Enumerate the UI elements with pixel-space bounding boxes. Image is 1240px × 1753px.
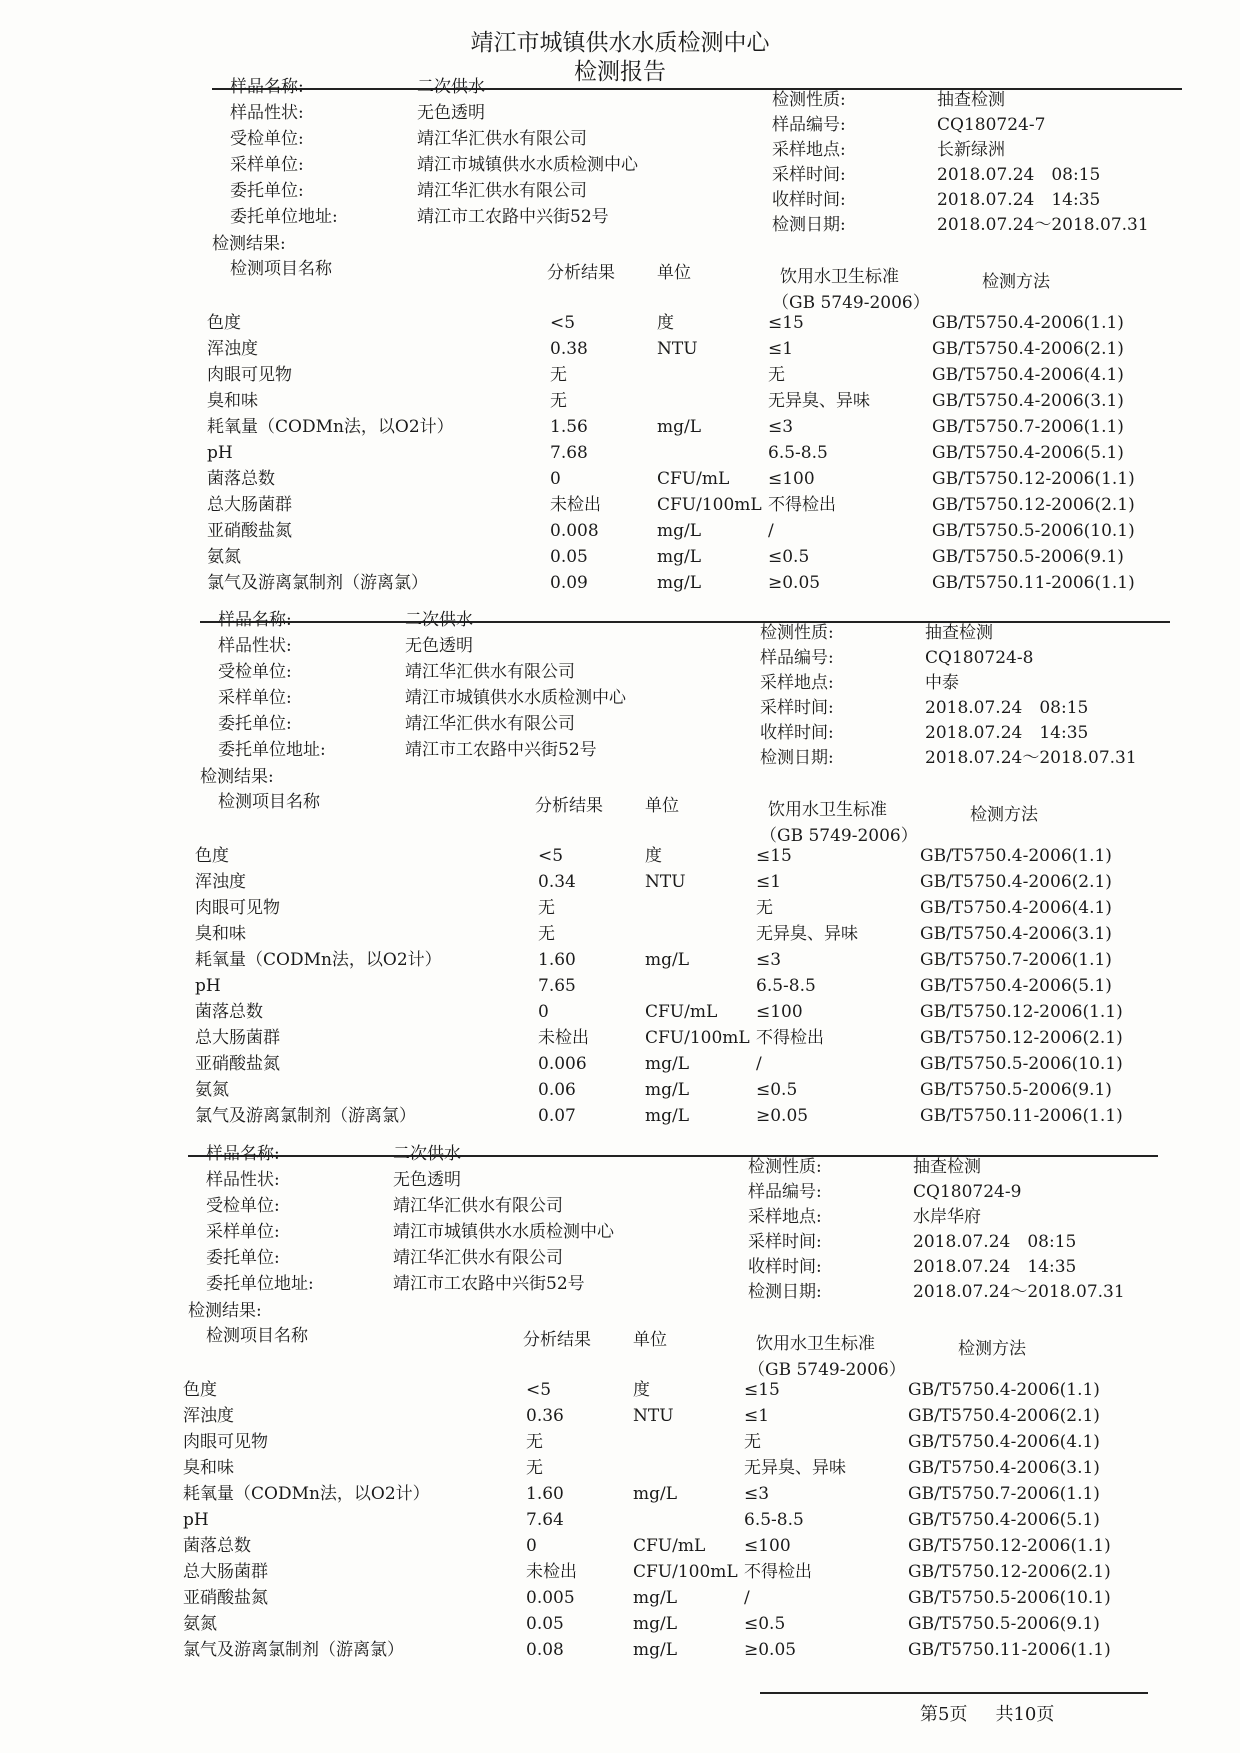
- cell-item: 菌落总数: [183, 1536, 251, 1556]
- page-number: 第5页: [920, 1704, 968, 1725]
- cell-standard: /: [756, 1054, 762, 1074]
- cell-item: 亚硝酸盐氮: [183, 1588, 268, 1608]
- value-sample-state: 无色透明: [393, 1170, 461, 1190]
- table-row: [183, 1536, 1188, 1561]
- cell-result: <5: [538, 846, 564, 866]
- cell-item: 肉眼可见物: [207, 365, 292, 385]
- cell-method: GB/T5750.4-2006(5.1): [920, 976, 1112, 996]
- cell-method: GB/T5750.7-2006(1.1): [908, 1484, 1100, 1504]
- value-sampling-time: 2018.07.24 08:15: [913, 1232, 1077, 1252]
- label-test-date: 检测日期:: [760, 748, 834, 768]
- cell-item: 总大肠菌群: [195, 1028, 280, 1048]
- table-row: [183, 1614, 1188, 1639]
- cell-item: 氯气及游离氯制剂（游离氯）: [183, 1640, 404, 1660]
- cell-method: GB/T5750.4-2006(2.1): [920, 872, 1112, 892]
- cell-standard: 无异臭、异味: [756, 924, 858, 944]
- table-row: [195, 1054, 1200, 1079]
- table-row: [195, 872, 1200, 897]
- cell-item: 耗氧量（CODMn法，以O2计）: [207, 417, 454, 437]
- label-inspected-unit: 受检单位:: [230, 129, 304, 149]
- cell-item: 氯气及游离氯制剂（游离氯）: [195, 1106, 416, 1126]
- cell-result: 未检出: [526, 1562, 577, 1582]
- cell-unit: CFU/mL: [633, 1536, 706, 1556]
- cell-method: GB/T5750.5-2006(9.1): [932, 547, 1124, 567]
- label-client: 委托单位:: [218, 714, 292, 734]
- value-sample-name: 二次供水: [393, 1144, 461, 1164]
- value-sample-no: CQ180724-9: [913, 1182, 1022, 1202]
- cell-standard: 不得检出: [756, 1028, 824, 1048]
- cell-item: 肉眼可见物: [183, 1432, 268, 1452]
- cell-result: 7.64: [526, 1510, 564, 1530]
- cell-method: GB/T5750.12-2006(2.1): [908, 1562, 1111, 1582]
- sample-section: [183, 1127, 1188, 1660]
- label-sample-state: 样品性状:: [230, 103, 304, 123]
- value-sample-no: CQ180724-8: [925, 648, 1034, 668]
- table-row: [183, 1380, 1188, 1405]
- cell-standard: ≤0.5: [744, 1614, 786, 1634]
- cell-unit: mg/L: [645, 950, 690, 970]
- cell-method: GB/T5750.5-2006(10.1): [920, 1054, 1123, 1074]
- label-sample-state: 样品性状:: [206, 1170, 280, 1190]
- cell-result: 0.08: [526, 1640, 564, 1660]
- cell-result: 0.05: [526, 1614, 564, 1634]
- label-test-type: 检测性质:: [748, 1157, 822, 1177]
- cell-standard: ≤1: [756, 872, 782, 892]
- cell-result: 1.60: [526, 1484, 564, 1504]
- cell-unit: 度: [633, 1380, 650, 1400]
- cell-unit: mg/L: [633, 1484, 678, 1504]
- results-heading: 检测结果:: [212, 234, 286, 254]
- cell-result: 未检出: [550, 495, 601, 515]
- label-receive-time: 收样时间:: [748, 1257, 822, 1277]
- cell-standard: 无异臭、异味: [744, 1458, 846, 1478]
- cell-result: 0.008: [550, 521, 599, 541]
- value-inspected-unit: 靖江华汇供水有限公司: [393, 1196, 563, 1216]
- report-title: 靖江市城镇供水水质检测中心: [470, 30, 770, 56]
- value-client: 靖江华汇供水有限公司: [417, 181, 587, 201]
- label-sampling-unit: 采样单位:: [218, 688, 292, 708]
- cell-item: 亚硝酸盐氮: [195, 1054, 280, 1074]
- value-test-date: 2018.07.24～2018.07.31: [913, 1282, 1125, 1302]
- label-test-date: 检测日期:: [772, 215, 846, 235]
- table-row: [195, 1080, 1200, 1105]
- cell-item: 总大肠菌群: [207, 495, 292, 515]
- cell-method: GB/T5750.7-2006(1.1): [932, 417, 1124, 437]
- table-row: [195, 846, 1200, 871]
- cell-result: 0: [550, 469, 561, 489]
- cell-method: GB/T5750.4-2006(4.1): [908, 1432, 1100, 1452]
- cell-result: 0.07: [538, 1106, 576, 1126]
- cell-result: <5: [550, 313, 576, 333]
- cell-item: 菌落总数: [207, 469, 275, 489]
- label-receive-time: 收样时间:: [760, 723, 834, 743]
- cell-item: 氯气及游离氯制剂（游离氯）: [207, 573, 428, 593]
- value-receive-time: 2018.07.24 14:35: [937, 190, 1101, 210]
- cell-standard: 6.5-8.5: [768, 443, 828, 463]
- cell-unit: CFU/mL: [645, 1002, 718, 1022]
- cell-standard: ≤3: [744, 1484, 770, 1504]
- col-standard-header: 饮用水卫生标准: [768, 800, 887, 820]
- col-standard-code: （GB 5749-2006）: [760, 826, 918, 846]
- table-row: [183, 1510, 1188, 1535]
- value-receive-time: 2018.07.24 14:35: [913, 1257, 1077, 1277]
- cell-method: GB/T5750.11-2006(1.1): [932, 573, 1135, 593]
- cell-item: 臭和味: [183, 1458, 234, 1478]
- cell-standard: ≤15: [744, 1380, 780, 1400]
- value-sampling-time: 2018.07.24 08:15: [925, 698, 1089, 718]
- cell-standard: ≤15: [768, 313, 804, 333]
- cell-standard: /: [744, 1588, 750, 1608]
- cell-standard: 6.5-8.5: [744, 1510, 804, 1530]
- cell-standard: /: [768, 521, 774, 541]
- col-unit-header: 单位: [657, 263, 691, 283]
- label-sampling-site: 采样地点:: [748, 1207, 822, 1227]
- col-item-header: 检测项目名称: [218, 792, 320, 812]
- cell-unit: NTU: [657, 339, 698, 359]
- value-sampling-unit: 靖江市城镇供水水质检测中心: [393, 1222, 614, 1242]
- cell-result: <5: [526, 1380, 552, 1400]
- label-client-address: 委托单位地址:: [218, 740, 326, 760]
- cell-standard: 不得检出: [744, 1562, 812, 1582]
- label-sample-no: 样品编号:: [760, 648, 834, 668]
- cell-unit: mg/L: [657, 417, 702, 437]
- value-sample-name: 二次供水: [417, 77, 485, 97]
- cell-item: 氨氮: [195, 1080, 229, 1100]
- cell-result: 无: [538, 924, 555, 944]
- label-inspected-unit: 受检单位:: [206, 1196, 280, 1216]
- cell-item: 臭和味: [195, 924, 246, 944]
- value-sample-state: 无色透明: [417, 103, 485, 123]
- cell-method: GB/T5750.5-2006(9.1): [920, 1080, 1112, 1100]
- label-sample-name: 样品名称:: [206, 1144, 280, 1164]
- value-inspected-unit: 靖江华汇供水有限公司: [417, 129, 587, 149]
- cell-result: 7.65: [538, 976, 576, 996]
- value-inspected-unit: 靖江华汇供水有限公司: [405, 662, 575, 682]
- col-unit-header: 单位: [645, 796, 679, 816]
- cell-unit: mg/L: [645, 1106, 690, 1126]
- value-client-address: 靖江市工农路中兴街52号: [405, 740, 597, 760]
- table-row: [207, 313, 1212, 338]
- cell-method: GB/T5750.11-2006(1.1): [908, 1640, 1111, 1660]
- value-sample-state: 无色透明: [405, 636, 473, 656]
- cell-result: 未检出: [538, 1028, 589, 1048]
- cell-method: GB/T5750.4-2006(4.1): [932, 365, 1124, 385]
- cell-item: 菌落总数: [195, 1002, 263, 1022]
- label-client-address: 委托单位地址:: [230, 207, 338, 227]
- label-client: 委托单位:: [230, 181, 304, 201]
- sample-section: [207, 60, 1212, 593]
- value-test-date: 2018.07.24～2018.07.31: [925, 748, 1137, 768]
- col-standard-code: （GB 5749-2006）: [772, 293, 930, 313]
- cell-result: 0.38: [550, 339, 588, 359]
- cell-unit: mg/L: [633, 1614, 678, 1634]
- cell-result: 无: [526, 1432, 543, 1452]
- cell-method: GB/T5750.7-2006(1.1): [920, 950, 1112, 970]
- col-method-header: 检测方法: [982, 272, 1050, 292]
- results-heading: 检测结果:: [188, 1301, 262, 1321]
- cell-method: GB/T5750.4-2006(5.1): [908, 1510, 1100, 1530]
- cell-result: 0.36: [526, 1406, 564, 1426]
- cell-unit: 度: [657, 313, 674, 333]
- label-sample-name: 样品名称:: [230, 77, 304, 97]
- cell-standard: 无: [768, 365, 785, 385]
- label-receive-time: 收样时间:: [772, 190, 846, 210]
- label-sampling-site: 采样地点:: [760, 673, 834, 693]
- table-row: [195, 898, 1200, 923]
- label-sampling-time: 采样时间:: [772, 165, 846, 185]
- cell-item: 亚硝酸盐氮: [207, 521, 292, 541]
- table-row: [207, 365, 1212, 390]
- cell-method: GB/T5750.4-2006(3.1): [908, 1458, 1100, 1478]
- cell-item: pH: [207, 443, 233, 463]
- footer-rule: [760, 1692, 1148, 1694]
- cell-method: GB/T5750.12-2006(2.1): [932, 495, 1135, 515]
- cell-method: GB/T5750.12-2006(1.1): [908, 1536, 1111, 1556]
- cell-item: 浑浊度: [207, 339, 258, 359]
- label-sampling-time: 采样时间:: [748, 1232, 822, 1252]
- cell-item: pH: [195, 976, 221, 996]
- cell-method: GB/T5750.4-2006(1.1): [908, 1380, 1100, 1400]
- cell-standard: ≤100: [768, 469, 815, 489]
- table-row: [183, 1562, 1188, 1587]
- cell-standard: ≤1: [744, 1406, 770, 1426]
- cell-unit: mg/L: [633, 1640, 678, 1660]
- value-sampling-site: 水岸华府: [913, 1207, 981, 1227]
- cell-result: 0.005: [526, 1588, 575, 1608]
- table-row: [195, 1028, 1200, 1053]
- cell-item: 色度: [183, 1380, 217, 1400]
- label-inspected-unit: 受检单位:: [218, 662, 292, 682]
- table-row: [183, 1588, 1188, 1613]
- section-top-rule: [200, 621, 1170, 623]
- cell-unit: mg/L: [657, 573, 702, 593]
- value-test-type: 抽查检测: [913, 1157, 981, 1177]
- page-footer: [920, 1700, 1082, 1726]
- value-client: 靖江华汇供水有限公司: [405, 714, 575, 734]
- cell-standard: 无: [756, 898, 773, 918]
- section-top-rule: [212, 88, 1182, 90]
- value-client-address: 靖江市工农路中兴街52号: [393, 1274, 585, 1294]
- cell-result: 0.05: [550, 547, 588, 567]
- table-row: [183, 1432, 1188, 1457]
- col-item-header: 检测项目名称: [206, 1326, 308, 1346]
- table-row: [207, 521, 1212, 546]
- label-test-type: 检测性质:: [760, 623, 834, 643]
- cell-standard: ≤0.5: [756, 1080, 798, 1100]
- cell-standard: ≤3: [756, 950, 782, 970]
- cell-unit: CFU/100mL: [657, 495, 762, 515]
- cell-standard: ≥0.05: [768, 573, 821, 593]
- cell-unit: mg/L: [657, 521, 702, 541]
- label-test-type: 检测性质:: [772, 90, 846, 110]
- label-sampling-unit: 采样单位:: [230, 155, 304, 175]
- cell-item: pH: [183, 1510, 209, 1530]
- cell-result: 0.09: [550, 573, 588, 593]
- col-standard-header: 饮用水卫生标准: [780, 267, 899, 287]
- col-result-header: 分析结果: [523, 1330, 591, 1350]
- cell-method: GB/T5750.5-2006(10.1): [932, 521, 1135, 541]
- cell-method: GB/T5750.4-2006(2.1): [908, 1406, 1100, 1426]
- value-sampling-site: 长新绿洲: [937, 140, 1005, 160]
- label-sample-name: 样品名称:: [218, 610, 292, 630]
- report-subtitle: 检测报告: [574, 59, 666, 85]
- cell-method: GB/T5750.12-2006(1.1): [920, 1002, 1123, 1022]
- results-heading: 检测结果:: [200, 767, 274, 787]
- cell-result: 无: [550, 365, 567, 385]
- value-receive-time: 2018.07.24 14:35: [925, 723, 1089, 743]
- cell-standard: 无: [744, 1432, 761, 1452]
- cell-standard: 不得检出: [768, 495, 836, 515]
- cell-method: GB/T5750.11-2006(1.1): [920, 1106, 1123, 1126]
- cell-unit: 度: [645, 846, 662, 866]
- cell-standard: 6.5-8.5: [756, 976, 816, 996]
- cell-result: 0.34: [538, 872, 576, 892]
- cell-method: GB/T5750.4-2006(3.1): [920, 924, 1112, 944]
- cell-item: 色度: [195, 846, 229, 866]
- cell-standard: ≥0.05: [756, 1106, 809, 1126]
- value-sampling-site: 中泰: [925, 673, 959, 693]
- cell-method: GB/T5750.4-2006(1.1): [932, 313, 1124, 333]
- table-row: [207, 495, 1212, 520]
- cell-item: 肉眼可见物: [195, 898, 280, 918]
- cell-result: 7.68: [550, 443, 588, 463]
- value-client-address: 靖江市工农路中兴街52号: [417, 207, 609, 227]
- cell-standard: ≥0.05: [744, 1640, 797, 1660]
- cell-standard: ≤0.5: [768, 547, 810, 567]
- page-total: 共10页: [995, 1704, 1055, 1725]
- cell-item: 色度: [207, 313, 241, 333]
- cell-result: 0: [526, 1536, 537, 1556]
- col-result-header: 分析结果: [547, 263, 615, 283]
- label-client: 委托单位:: [206, 1248, 280, 1268]
- cell-item: 浑浊度: [195, 872, 246, 892]
- cell-unit: CFU/mL: [657, 469, 730, 489]
- cell-item: 氨氮: [183, 1614, 217, 1634]
- table-row: [195, 1002, 1200, 1027]
- label-sampling-site: 采样地点:: [772, 140, 846, 160]
- cell-standard: ≤3: [768, 417, 794, 437]
- cell-method: GB/T5750.12-2006(2.1): [920, 1028, 1123, 1048]
- cell-result: 0: [538, 1002, 549, 1022]
- col-unit-header: 单位: [633, 1330, 667, 1350]
- label-sample-no: 样品编号:: [772, 115, 846, 135]
- table-row: [195, 976, 1200, 1001]
- cell-method: GB/T5750.4-2006(4.1): [920, 898, 1112, 918]
- value-client: 靖江华汇供水有限公司: [393, 1248, 563, 1268]
- cell-item: 耗氧量（CODMn法，以O2计）: [183, 1484, 430, 1504]
- label-client-address: 委托单位地址:: [206, 1274, 314, 1294]
- cell-standard: 无异臭、异味: [768, 391, 870, 411]
- col-method-header: 检测方法: [958, 1339, 1026, 1359]
- cell-method: GB/T5750.4-2006(1.1): [920, 846, 1112, 866]
- cell-unit: NTU: [633, 1406, 674, 1426]
- value-test-type: 抽查检测: [937, 90, 1005, 110]
- cell-standard: ≤100: [744, 1536, 791, 1556]
- table-row: [195, 924, 1200, 949]
- cell-method: GB/T5750.4-2006(5.1): [932, 443, 1124, 463]
- cell-method: GB/T5750.5-2006(10.1): [908, 1588, 1111, 1608]
- col-standard-code: （GB 5749-2006）: [748, 1360, 906, 1380]
- cell-method: GB/T5750.5-2006(9.1): [908, 1614, 1100, 1634]
- cell-item: 耗氧量（CODMn法，以O2计）: [195, 950, 442, 970]
- col-result-header: 分析结果: [535, 796, 603, 816]
- table-row: [207, 547, 1212, 572]
- label-sample-no: 样品编号:: [748, 1182, 822, 1202]
- cell-item: 氨氮: [207, 547, 241, 567]
- cell-item: 总大肠菌群: [183, 1562, 268, 1582]
- cell-method: GB/T5750.4-2006(2.1): [932, 339, 1124, 359]
- value-test-type: 抽查检测: [925, 623, 993, 643]
- cell-result: 0.06: [538, 1080, 576, 1100]
- table-row: [183, 1640, 1188, 1665]
- table-row: [183, 1484, 1188, 1509]
- table-row: [195, 950, 1200, 975]
- cell-standard: ≤1: [768, 339, 794, 359]
- table-row: [207, 417, 1212, 442]
- cell-unit: CFU/100mL: [645, 1028, 750, 1048]
- cell-standard: ≤100: [756, 1002, 803, 1022]
- sample-section: [195, 593, 1200, 1126]
- cell-method: GB/T5750.12-2006(1.1): [932, 469, 1135, 489]
- cell-result: 1.56: [550, 417, 588, 437]
- value-sampling-time: 2018.07.24 08:15: [937, 165, 1101, 185]
- label-sample-state: 样品性状:: [218, 636, 292, 656]
- cell-unit: mg/L: [645, 1080, 690, 1100]
- cell-result: 无: [550, 391, 567, 411]
- table-row: [207, 339, 1212, 364]
- col-standard-header: 饮用水卫生标准: [756, 1334, 875, 1354]
- cell-item: 浑浊度: [183, 1406, 234, 1426]
- table-row: [183, 1458, 1188, 1483]
- cell-unit: CFU/100mL: [633, 1562, 738, 1582]
- value-sample-name: 二次供水: [405, 610, 473, 630]
- label-test-date: 检测日期:: [748, 1282, 822, 1302]
- value-sample-no: CQ180724-7: [937, 115, 1046, 135]
- value-test-date: 2018.07.24～2018.07.31: [937, 215, 1149, 235]
- cell-result: 1.60: [538, 950, 576, 970]
- table-row: [207, 391, 1212, 416]
- cell-unit: mg/L: [657, 547, 702, 567]
- col-method-header: 检测方法: [970, 805, 1038, 825]
- value-sampling-unit: 靖江市城镇供水水质检测中心: [405, 688, 626, 708]
- cell-unit: NTU: [645, 872, 686, 892]
- cell-method: GB/T5750.4-2006(3.1): [932, 391, 1124, 411]
- table-row: [207, 443, 1212, 468]
- cell-unit: mg/L: [633, 1588, 678, 1608]
- cell-item: 臭和味: [207, 391, 258, 411]
- table-row: [183, 1406, 1188, 1431]
- table-row: [207, 469, 1212, 494]
- cell-result: 无: [526, 1458, 543, 1478]
- value-sampling-unit: 靖江市城镇供水水质检测中心: [417, 155, 638, 175]
- col-item-header: 检测项目名称: [230, 259, 332, 279]
- section-top-rule: [188, 1155, 1158, 1157]
- cell-result: 无: [538, 898, 555, 918]
- cell-standard: ≤15: [756, 846, 792, 866]
- cell-result: 0.006: [538, 1054, 587, 1074]
- label-sampling-unit: 采样单位:: [206, 1222, 280, 1242]
- label-sampling-time: 采样时间:: [760, 698, 834, 718]
- cell-unit: mg/L: [645, 1054, 690, 1074]
